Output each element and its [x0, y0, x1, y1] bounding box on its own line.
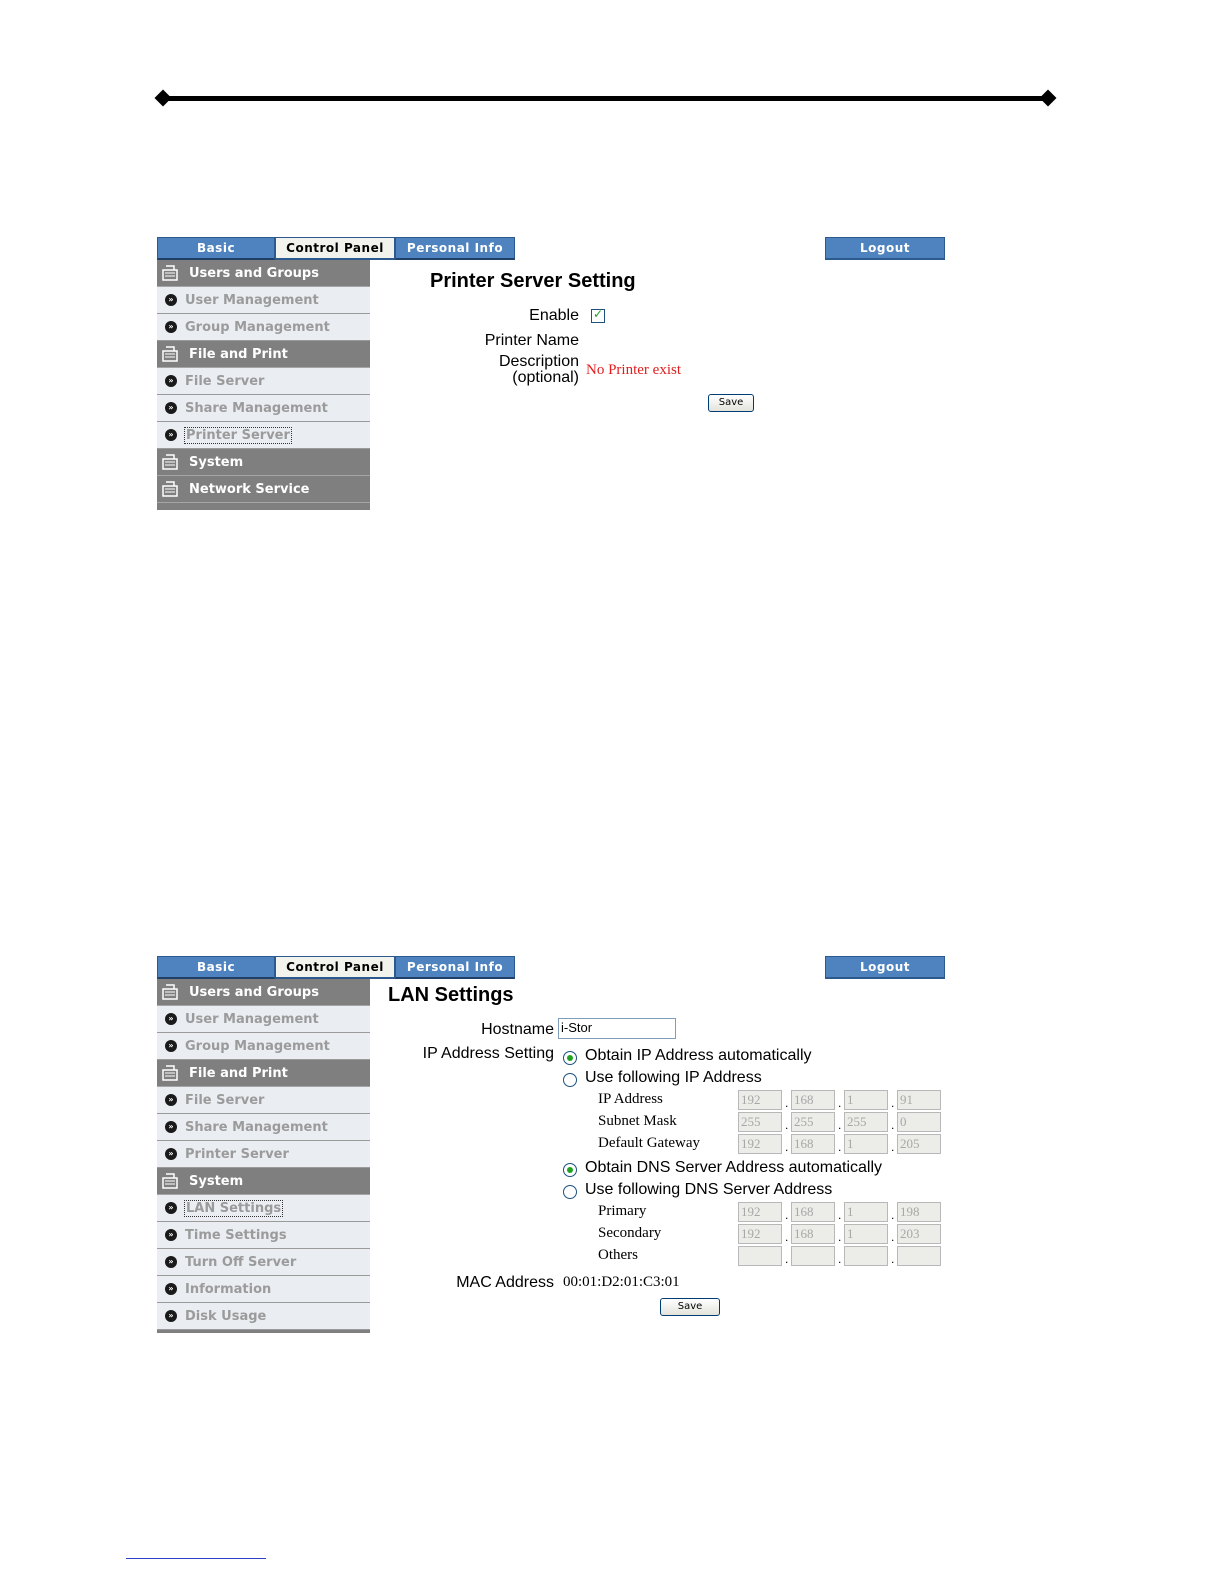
- sidebar-label: System: [189, 454, 244, 470]
- primary-octet-3[interactable]: 1: [844, 1202, 888, 1222]
- sidebar-item-printer-server[interactable]: [157, 1141, 370, 1168]
- others-octet-2[interactable]: [791, 1246, 835, 1266]
- sidebar-label: Information: [185, 1281, 272, 1297]
- sidebar-label: Group Management: [185, 319, 330, 335]
- tab-personal-info[interactable]: Personal Info: [395, 237, 515, 260]
- sidebar-label: Time Settings: [185, 1227, 287, 1243]
- sidebar-label: Share Management: [185, 1119, 328, 1135]
- rule-right-diamond: [1040, 90, 1057, 107]
- default-gateway-octet-1[interactable]: 192: [738, 1134, 782, 1154]
- octet-separator: .: [838, 1252, 842, 1266]
- octet-separator: .: [891, 1230, 895, 1244]
- octet-separator: .: [891, 1140, 895, 1154]
- octet-separator: .: [785, 1118, 789, 1132]
- secondary-octet-1[interactable]: 192: [738, 1224, 782, 1244]
- octet-separator: .: [891, 1208, 895, 1222]
- sidebar-label: File and Print: [189, 1065, 288, 1081]
- hostname-input[interactable]: i-Stor: [558, 1018, 676, 1039]
- arrow-icon: »: [165, 1256, 177, 1268]
- folder-icon: [161, 480, 181, 498]
- sidebar-section-system[interactable]: [157, 449, 370, 476]
- arrow-icon: »: [165, 1094, 177, 1106]
- octet-separator: .: [891, 1118, 895, 1132]
- tab-personal-info[interactable]: Personal Info: [395, 956, 515, 979]
- ip-auto-radio[interactable]: [563, 1051, 577, 1065]
- sidebar-label: Users and Groups: [189, 265, 319, 281]
- subnet-mask-octet-4[interactable]: 0: [897, 1112, 941, 1132]
- sidebar-item-information[interactable]: [157, 1276, 370, 1303]
- octet-separator: .: [838, 1230, 842, 1244]
- subnet-mask-label: Subnet Mask: [598, 1113, 677, 1129]
- folder-icon: [161, 345, 181, 363]
- secondary-octet-4[interactable]: 203: [897, 1224, 941, 1244]
- sidebar-label: User Management: [185, 292, 319, 308]
- sidebar-item-file-server[interactable]: [157, 368, 370, 395]
- arrow-icon: »: [165, 1148, 177, 1160]
- sidebar-section-network-service[interactable]: [157, 476, 370, 503]
- octet-separator: .: [785, 1140, 789, 1154]
- arrow-icon: »: [165, 429, 177, 441]
- logout-button[interactable]: Logout: [825, 237, 945, 260]
- description-label-line1: Description: [498, 353, 579, 370]
- tab-basic[interactable]: Basic: [157, 237, 275, 260]
- arrow-icon: »: [165, 1202, 177, 1214]
- footer-link-underline: [126, 1558, 266, 1559]
- arrow-icon: »: [165, 402, 177, 414]
- sidebar-label: LAN Settings: [186, 1200, 282, 1216]
- others-octet-4[interactable]: [897, 1246, 941, 1266]
- sidebar-item-turn-off-server[interactable]: [157, 1249, 370, 1276]
- sidebar-section-users-and-groups[interactable]: [157, 260, 370, 287]
- default-gateway-label: Default Gateway: [598, 1135, 701, 1151]
- sidebar-item-user-management[interactable]: [157, 1006, 370, 1033]
- ip-address-octet-4[interactable]: 91: [897, 1090, 941, 1110]
- sidebar-item-disk-usage[interactable]: [157, 1303, 370, 1330]
- description-label: [457, 354, 579, 386]
- folder-icon: [161, 453, 181, 471]
- subnet-mask-octet-3[interactable]: 255: [844, 1112, 888, 1132]
- folder-icon: [161, 983, 181, 1001]
- sidebar-section-system[interactable]: [157, 1168, 370, 1195]
- ip-address-octet-1[interactable]: 192: [738, 1090, 782, 1110]
- folder-icon: [161, 264, 181, 282]
- ip-setting-label: IP Address Setting: [422, 1045, 554, 1062]
- mac-address-value: 00:01:D2:01:C3:01: [563, 1274, 680, 1290]
- octet-separator: .: [785, 1208, 789, 1222]
- octet-separator: .: [838, 1208, 842, 1222]
- arrow-icon: »: [165, 1040, 177, 1052]
- arrow-icon: »: [165, 1310, 177, 1322]
- ip-address-octet-3[interactable]: 1: [844, 1090, 888, 1110]
- printer-name-label: Printer Name: [484, 332, 579, 349]
- sidebar-label: File Server: [185, 1092, 265, 1108]
- sidebar-section-file-and-print[interactable]: [157, 341, 370, 368]
- arrow-icon: »: [165, 1283, 177, 1295]
- primary-label: Primary: [598, 1203, 647, 1219]
- sidebar-item-share-management[interactable]: [157, 1114, 370, 1141]
- others-octet-3[interactable]: [844, 1246, 888, 1266]
- sidebar-label: Disk Usage: [185, 1308, 267, 1324]
- dns-auto-radio[interactable]: [563, 1163, 577, 1177]
- octet-separator: .: [785, 1096, 789, 1110]
- sidebar-label: Printer Server: [185, 1146, 289, 1162]
- primary-octet-2[interactable]: 168: [791, 1202, 835, 1222]
- sidebar-label: Share Management: [185, 400, 328, 416]
- tab-control-panel[interactable]: Control Panel: [275, 956, 395, 979]
- folder-icon: [161, 1064, 181, 1082]
- arrow-icon: »: [165, 294, 177, 306]
- tab-basic[interactable]: Basic: [157, 956, 275, 979]
- sidebar-label: Turn Off Server: [185, 1254, 297, 1270]
- tab-control-panel[interactable]: Control Panel: [275, 237, 395, 260]
- sidebar: [157, 979, 370, 1333]
- secondary-octet-3[interactable]: 1: [844, 1224, 888, 1244]
- ip-manual-radio[interactable]: [563, 1073, 577, 1087]
- sidebar-label: System: [189, 1173, 244, 1189]
- no-printer-message: No Printer exist: [586, 362, 681, 378]
- arrow-icon: »: [165, 1121, 177, 1133]
- ip-manual-label: Use following IP Address: [585, 1069, 762, 1086]
- page-title: LAN Settings: [388, 984, 514, 1006]
- sidebar-label: Group Management: [185, 1038, 330, 1054]
- arrow-icon: »: [165, 321, 177, 333]
- default-gateway-octet-3[interactable]: 1: [844, 1134, 888, 1154]
- octet-separator: .: [785, 1252, 789, 1266]
- sidebar-label: Printer Server: [186, 427, 290, 443]
- sidebar-section-users-and-groups[interactable]: [157, 979, 370, 1006]
- subnet-mask-octet-1[interactable]: 255: [738, 1112, 782, 1132]
- arrow-icon: »: [165, 375, 177, 387]
- arrow-icon: »: [165, 1229, 177, 1241]
- primary-octet-4[interactable]: 198: [897, 1202, 941, 1222]
- save-button[interactable]: Save: [660, 1298, 720, 1316]
- arrow-icon: »: [165, 1013, 177, 1025]
- save-button[interactable]: Save: [708, 394, 754, 412]
- octet-separator: .: [838, 1118, 842, 1132]
- sidebar-item-user-management[interactable]: [157, 287, 370, 314]
- sidebar-item-time-settings[interactable]: [157, 1222, 370, 1249]
- sidebar-item-group-management[interactable]: [157, 1033, 370, 1060]
- logout-button[interactable]: Logout: [825, 956, 945, 979]
- page-title: Printer Server Setting: [430, 270, 636, 292]
- sidebar-item-lan-settings[interactable]: [157, 1195, 370, 1222]
- secondary-octet-2[interactable]: 168: [791, 1224, 835, 1244]
- sidebar-item-printer-server[interactable]: [157, 422, 370, 449]
- ip-auto-label: Obtain IP Address automatically: [585, 1047, 812, 1064]
- sidebar-label: User Management: [185, 1011, 319, 1027]
- lan-screenshot: [157, 956, 957, 1336]
- sidebar-item-group-management[interactable]: [157, 314, 370, 341]
- dns-manual-label: Use following DNS Server Address: [585, 1181, 833, 1198]
- subnet-mask-octet-2[interactable]: 255: [791, 1112, 835, 1132]
- secondary-label: Secondary: [598, 1225, 662, 1241]
- default-gateway-octet-2[interactable]: 168: [791, 1134, 835, 1154]
- sidebar-item-file-server[interactable]: [157, 1087, 370, 1114]
- octet-separator: .: [891, 1096, 895, 1110]
- others-label: Others: [598, 1247, 638, 1263]
- mac-address-label: MAC Address: [456, 1274, 554, 1291]
- description-label-line2: (optional): [512, 369, 579, 386]
- sidebar-item-share-management[interactable]: [157, 395, 370, 422]
- octet-separator: .: [785, 1230, 789, 1244]
- rule-left-diamond: [155, 90, 172, 107]
- ip-address-label: IP Address: [598, 1091, 663, 1107]
- octet-separator: .: [838, 1140, 842, 1154]
- enable-label: Enable: [529, 307, 579, 324]
- sidebar: [157, 260, 370, 510]
- enable-checkbox[interactable]: [591, 309, 605, 323]
- dns-auto-label: Obtain DNS Server Address automatically: [585, 1159, 883, 1176]
- octet-separator: .: [838, 1096, 842, 1110]
- default-gateway-octet-4[interactable]: 205: [897, 1134, 941, 1154]
- sidebar-section-file-and-print[interactable]: [157, 1060, 370, 1087]
- dns-manual-radio[interactable]: [563, 1185, 577, 1199]
- folder-icon: [161, 1172, 181, 1190]
- octet-separator: .: [891, 1252, 895, 1266]
- header-rule: [163, 96, 1049, 101]
- sidebar-label: Users and Groups: [189, 984, 319, 1000]
- sidebar-label: Network Service: [189, 481, 310, 497]
- ip-address-octet-2[interactable]: 168: [791, 1090, 835, 1110]
- printer-screenshot: [157, 237, 957, 512]
- others-octet-1[interactable]: [738, 1246, 782, 1266]
- sidebar-label: File and Print: [189, 346, 288, 362]
- sidebar-label: File Server: [185, 373, 265, 389]
- primary-octet-1[interactable]: 192: [738, 1202, 782, 1222]
- hostname-label: Hostname: [481, 1021, 554, 1038]
